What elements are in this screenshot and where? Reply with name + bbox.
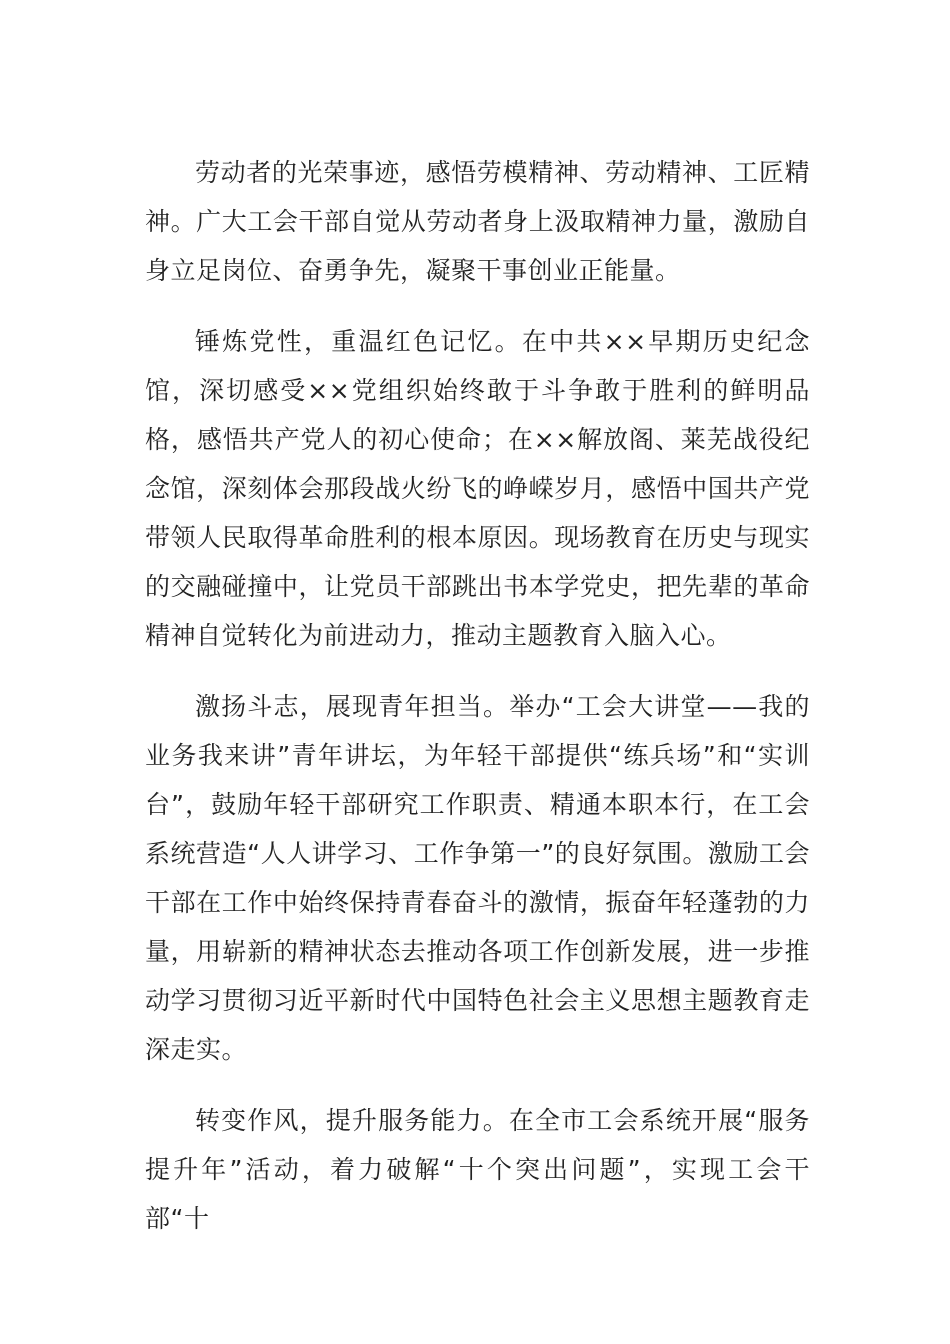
document-body: [145, 148, 810, 1265]
paragraph-2: 锤炼党性，重温红色记忆。在中共××早期历史纪念馆，深切感受××党组织始终敢于斗争敢于胜利的鲜明品格，感悟共产党人的初心使命；在××解放阁、莱芜战役纪念馆，深刻体会那段战火纷飞的峥嵘岁月，感悟中国共产党带领人民取得革命胜利的根本原因。现场教育在历史与现实的交融碰撞中，让党员干部跳出书本学党史，把先辈的革命精神自觉转化为前进动力，推动主题教育入脑入心。: [145, 327, 810, 650]
paragraph-3: 激扬斗志，展现青年担当。举办“工会大讲堂——我的业务我来讲”青年讲坛，为年轻干部提供“练兵场”和“实训台”，鼓励年轻干部研究工作职责、精通本职本行，在工会系统营造“人人讲学习、工作争第一”的良好氛围。激励工会干部在工作中始终保持青春奋斗的激情，振奋年轻蓬勃的力量，用崭新的精神状态去推动各项工作创新发展，进一步推动学习贯彻习近平新时代中国特色社会主义思想主题教育走深走实。: [145, 692, 810, 1064]
paragraph-1: 劳动者的光荣事迹，感悟劳模精神、劳动精神、工匠精神。广大工会干部自觉从劳动者身上汲取精神力量，激励自身立足岗位、奋勇争先，凝聚干事创业正能量。: [145, 158, 810, 285]
paragraph-4: 转变作风，提升服务能力。在全市工会系统开展“服务提升年”活动，着力破解“十个突出问题”，实现工会干部“十: [145, 1106, 810, 1233]
